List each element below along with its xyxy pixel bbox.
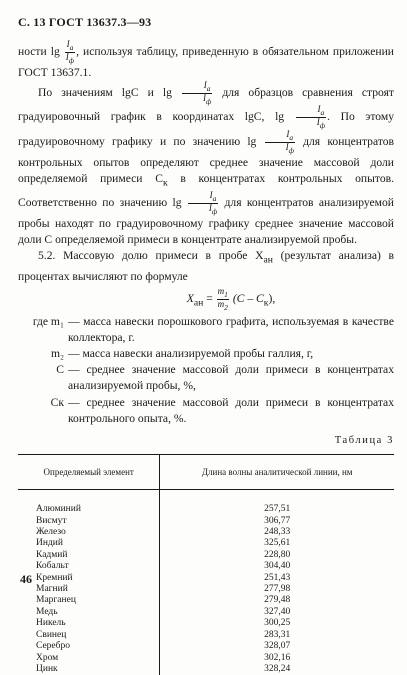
paragraph-calibration: По значениям lgC и lg $\frac{I_a}{I_ф}$ для образцов сравнения строят градуировочный график в координатах lgC, lg $\frac{I_a}{I_ф}$ . По этому градуировочному графику и по значению lg $\frac{I_a}{I_ф}$ для концентратов контрольных опытов определяют среднее значение массовой доли определяемой примеси $C_к$ в концентратах контрольных опытов. Соответственно по значению lg $\frac{I_a}{I_ф}$ для концентратов анализируемой пробы находят по градуировочному графику среднее значение массовой доли C определяемой примеси в концентрате анализируемой пробы. bbox=[18, 79, 395, 247]
wavelength-table bbox=[18, 454, 394, 675]
table-caption: Таблица 3 bbox=[334, 435, 394, 447]
ratio-fraction: $\frac{I_a}{I_ф}$ bbox=[296, 105, 326, 130]
wavelength-cell: 257,51 bbox=[264, 504, 291, 515]
wavelength-cell: 328,07 bbox=[264, 641, 291, 652]
ratio-fraction: $\frac{I_a}{I_ф}$ bbox=[265, 130, 295, 155]
table-row bbox=[18, 516, 394, 527]
result-formula: $X_{ан}$ = $\frac{m_1}{m_2}$ $(C - C_к)$, bbox=[186, 286, 276, 312]
wavelength-cell: 279,48 bbox=[264, 595, 291, 606]
running-header: С. 13 ГОСТ 13637.3—93 bbox=[18, 15, 152, 29]
element-name-cell: Медь bbox=[18, 607, 160, 618]
wavelength-cell: 228,80 bbox=[264, 549, 291, 560]
element-name-cell: Кобальт bbox=[18, 561, 160, 572]
table-row bbox=[18, 595, 394, 606]
definition-row: где m₁ — масса навески порошкового графита, используемая в качестве коллектора, г. bbox=[32, 314, 394, 344]
table-row bbox=[18, 527, 394, 538]
ratio-fraction: $\frac{I_a}{I_ф}$ bbox=[182, 81, 212, 106]
element-name-cell: Марганец bbox=[18, 595, 160, 606]
table-row bbox=[18, 607, 394, 618]
paragraph-5-2: 5.2. Массовую долю примеси в пробе $X_{ан}$ (результат анализа) в процентах вычисляют по формуле bbox=[18, 249, 394, 283]
element-name-cell: Алюминий bbox=[18, 490, 160, 516]
element-name-cell: Цинк bbox=[18, 664, 160, 675]
ratio-fraction: $\frac{I_a}{I_ф}$ bbox=[65, 39, 75, 65]
table-row bbox=[18, 538, 394, 549]
wavelength-cell: 277,98 bbox=[264, 584, 291, 595]
table-row bbox=[18, 641, 394, 652]
definition-row: C — среднее значение массовой доли примеси в концентратах анализируемой пробы, %, bbox=[56, 363, 394, 393]
ratio-fraction: $\frac{I_a}{I_ф}$ bbox=[188, 191, 218, 216]
element-name-cell: Висмут bbox=[18, 516, 160, 527]
column-header-wavelength: Длина волны аналитической линии, нм bbox=[160, 455, 394, 490]
paragraph-continuation: ности lg $\frac{I_a}{I_ф}$ , используя таблицу, приведенную в обязательном приложении ГОСТ 13637.1. bbox=[18, 39, 394, 79]
element-name-cell: Свинец bbox=[18, 630, 160, 641]
wavelength-cell: 300,25 bbox=[264, 618, 291, 629]
wavelength-cell: 325,61 bbox=[264, 538, 291, 549]
wavelength-cell: 327,40 bbox=[264, 606, 291, 617]
table-row bbox=[18, 584, 394, 595]
table-row bbox=[18, 573, 394, 584]
table-row bbox=[18, 653, 394, 664]
column-header-element: Определяемый элемент bbox=[18, 455, 160, 490]
element-name-cell: Кадмий bbox=[18, 550, 160, 561]
element-name-cell: Хром bbox=[18, 653, 160, 664]
element-name-cell: Кремний bbox=[18, 573, 160, 584]
table-row bbox=[18, 618, 394, 629]
definition-row: m₂ — масса навески анализируемой пробы галлия, г, bbox=[50, 347, 314, 361]
element-name-cell: Никель bbox=[18, 618, 160, 629]
table-row bbox=[18, 490, 394, 516]
wavelength-cell: 302,16 bbox=[264, 652, 291, 663]
wavelength-cell: 283,31 bbox=[264, 629, 291, 640]
wavelength-cell: 304,40 bbox=[264, 561, 291, 572]
body-text bbox=[18, 40, 394, 675]
table-row bbox=[18, 664, 394, 675]
wavelength-cell: 248,33 bbox=[264, 527, 291, 538]
element-name-cell: Серебро bbox=[18, 641, 160, 652]
element-name-cell: Железо bbox=[18, 527, 160, 538]
table-row bbox=[18, 550, 394, 561]
wavelength-cell: 306,77 bbox=[264, 515, 291, 526]
element-name-cell: Магний bbox=[18, 584, 160, 595]
table-row bbox=[18, 561, 394, 572]
table-row bbox=[18, 630, 394, 641]
wavelength-cell: 251,43 bbox=[264, 572, 291, 583]
page-number: 46 bbox=[20, 572, 32, 586]
mass-ratio-fraction: $\frac{m_1}{m_2}$ bbox=[217, 286, 228, 312]
element-name-cell: Индий bbox=[18, 538, 160, 549]
variable-definitions bbox=[18, 314, 394, 427]
wavelength-cell: 328,24 bbox=[264, 663, 291, 674]
table-body bbox=[18, 490, 394, 675]
definition-row: Cк — среднее значение массовой доли примеси в концентратах контрольного опыта, %. bbox=[50, 395, 394, 425]
